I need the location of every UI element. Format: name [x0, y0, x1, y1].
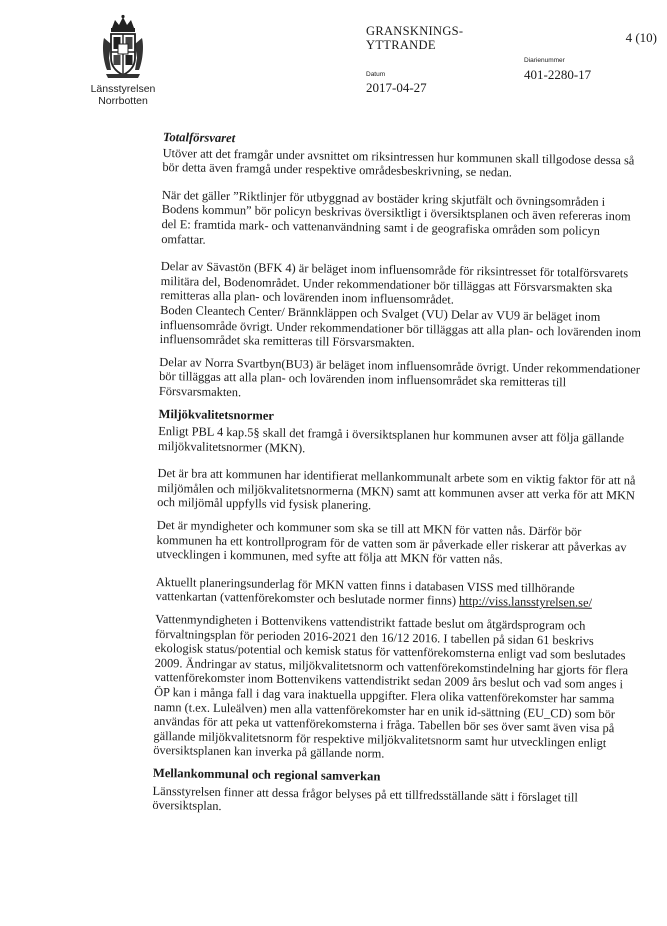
paragraph: Delar av Sävastön (BFK 4) är beläget inom influensområde för riksintresset för totalförsvarets militära del, Bodenområdet. Under rekommendationer bör tilläggas att Försvarsmakten ska remitteras alla plan- och lovärenden inom influensområdet. Boden Cleantech Center/ Brännkläppen och Svalget (VU) Delar av VU9 är beläget inom influensområde övrigt. Under rekommendationer bör tilläggas att alla plan- och lovärenden inom influensområdet ska remitteras till Försvarsmakten. [159, 259, 642, 351]
paragraph: Utöver att det framgår under avsnittet om riksintressen hur kommunen skall tillgodose dessa så bör detta även framgå under respektive områdesbeskrivning, se nedan. [162, 145, 635, 180]
paragraph: Det är myndigheter och kommuner som ska se till att MKN för vatten nås. Därför bör kommunen ha ett kontrollprogram för de vatten som är påverkade eller riskerar att påverkas av utvecklingen i kommunen, med syfte att följa att MKN för vatten nås. [156, 518, 627, 567]
paragraph: När det gäller ”Riktlinjer för utbyggnad av bostäder kring skjutfält och övningsområden i Bodens kommun” bör policyn beskrivas översiktligt i översiktsplanen och även refereras inom del E: framtida mark- och vattenanvändning samt i de geografiska områden som policyn omfattar. [161, 187, 631, 247]
heading-mellankommunal: Mellankommunal och regional samverkan [152, 765, 381, 784]
paragraph: Länsstyrelsen finner att dessa frågor belyses på ett tillfredsställande sätt i förslaget till översiktsplan. [152, 783, 578, 814]
org-name: Länsstyrelsen Norrbotten [90, 83, 156, 107]
document-body [152, 130, 645, 833]
coat-of-arms-icon [100, 14, 146, 80]
diarie-number: 401-2280-17 [524, 67, 592, 82]
date-value: 2017-04-27 [366, 80, 427, 95]
date-label: Datum [366, 71, 386, 78]
heading-totalforsvaret: Totalförsvaret [162, 130, 236, 146]
page-number: 4 (10) [625, 30, 657, 45]
paragraph: Det är bra att kommunen har identifierat mellankommunalt arbete som en viktig faktor för att nå miljömålen och miljökvalitetsnormerna (MKN) samt att kommunen avser att verka för att MKN och miljömål uppfylls vid fysisk planering. [157, 466, 636, 513]
lansstyrelsen-logo [88, 14, 158, 107]
heading-miljokvalitetsnormer: Miljökvalitetsnormer [158, 406, 275, 423]
paragraph: Enligt PBL 4 kap.5§ skall det framgå i översiktsplanen hur kommunen avser att följa gällande miljökvalitetsnormer (MKN). [157, 424, 625, 455]
paragraph: Aktuellt planeringsunderlag för MKN vatten finns i databasen VISS med tillhörande vattenkartan (vattenförekomster och beslutade normer finns) http://viss.lansstyrelsen.se/ [155, 574, 593, 611]
document-type: GRANSKNINGS- YTTRANDE [366, 24, 464, 52]
diarie-label: Diarienummer [524, 57, 565, 64]
viss-link[interactable]: http://viss.lansstyrelsen.se/ [458, 594, 593, 611]
paragraph: Vattenmyndigheten i Bottenvikens vattendistrikt fattade beslut om åtgärdsprogram och förvaltningsplan för perioden 2016-2021 den 16/12 2016. I tabellen på sidan 61 beskrivs ekologisk status/potential och kemisk status för vattenförekomsterna enligt vad som beslutades 2009. Ändringar av status, miljökvalitetsnorm och vattenförekomstindelning har gjorts för flera vattenförekomster inom Bottenvikens vattendistrikt sedan 2009 års beslut och vad som anges i ÖP kan i många fall i dag vara inaktuella uppgifter. Flera olika vattenförekomster har samma namn (t.ex. Luleälven) men alla vattenförekomster har en unik id-sättning (EU_CD) som bör användas för att peka ut vattenförekomsterna i fråga. Tabellen bör ses över samt även visa på gällande miljökvalitetsnorm för respektive miljökvalitetsnorm samt hur utvecklingen enligt översiktsplanen kan inverka på gällande norm. [153, 611, 629, 761]
paragraph: Delar av Norra Svartbyn(BU3) är beläget inom influensområde övrigt. Under rekommendationer bör tilläggas att alla plan- och lovärenden inom influensområdet ska remitteras till Försvarsmakten. [158, 354, 641, 400]
